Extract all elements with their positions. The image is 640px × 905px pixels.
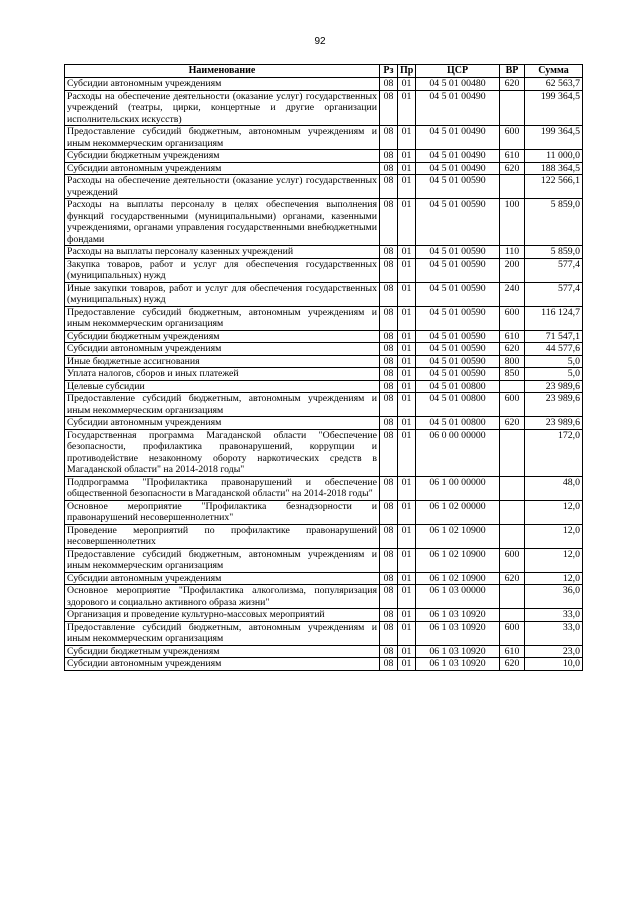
cell-pr: 01 — [398, 162, 416, 175]
cell-csr: 06 1 02 00000 — [416, 500, 500, 524]
cell-name: Субсидии автономным учреждениям — [65, 78, 380, 91]
cell-name: Субсидии автономным учреждениям — [65, 658, 380, 671]
cell-pr: 01 — [398, 476, 416, 500]
cell-csr: 04 5 01 00800 — [416, 393, 500, 417]
cell-csr: 06 1 03 10920 — [416, 621, 500, 645]
cell-name: Иные бюджетные ассигнования — [65, 355, 380, 368]
cell-name: Основное мероприятие "Профилактика алкоголизма, популяризация здорового и социально активного образа жизни" — [65, 585, 380, 609]
cell-name: Субсидии автономным учреждениям — [65, 162, 380, 175]
cell-sum: 33,0 — [525, 609, 583, 622]
col-header-csr: ЦСР — [416, 65, 500, 78]
table-row — [65, 476, 583, 500]
cell-pr: 01 — [398, 330, 416, 343]
table-row — [65, 417, 583, 430]
cell-name: Субсидии автономным учреждениям — [65, 343, 380, 356]
cell-pr: 01 — [398, 500, 416, 524]
cell-rz: 08 — [380, 585, 398, 609]
table-row — [65, 585, 583, 609]
cell-sum: 12,0 — [525, 500, 583, 524]
cell-vr: 240 — [500, 282, 525, 306]
cell-rz: 08 — [380, 162, 398, 175]
cell-rz: 08 — [380, 609, 398, 622]
cell-sum: 23,0 — [525, 645, 583, 658]
cell-sum: 199 364,5 — [525, 90, 583, 126]
table-row — [65, 609, 583, 622]
cell-rz: 08 — [380, 500, 398, 524]
table-row — [65, 429, 583, 476]
cell-vr: 600 — [500, 126, 525, 150]
cell-vr: 610 — [500, 645, 525, 658]
cell-sum: 172,0 — [525, 429, 583, 476]
cell-name: Предоставление субсидий бюджетным, автономным учреждениям и иным некоммерческим организациям — [65, 126, 380, 150]
cell-csr: 06 1 02 10900 — [416, 548, 500, 572]
cell-vr: 620 — [500, 572, 525, 585]
cell-pr: 01 — [398, 78, 416, 91]
table-row — [65, 355, 583, 368]
cell-name: Иные закупки товаров, работ и услуг для обеспечения государственных (муниципальных) нужд — [65, 282, 380, 306]
page-number: 92 — [314, 36, 326, 47]
cell-csr: 06 1 03 10920 — [416, 609, 500, 622]
cell-rz: 08 — [380, 476, 398, 500]
cell-rz: 08 — [380, 548, 398, 572]
cell-csr: 04 5 01 00490 — [416, 126, 500, 150]
cell-csr: 04 5 01 00490 — [416, 162, 500, 175]
cell-sum: 36,0 — [525, 585, 583, 609]
cell-csr: 04 5 01 00490 — [416, 150, 500, 163]
cell-pr: 01 — [398, 258, 416, 282]
cell-csr: 06 1 02 10900 — [416, 572, 500, 585]
cell-rz: 08 — [380, 429, 398, 476]
cell-rz: 08 — [380, 380, 398, 393]
cell-vr: 610 — [500, 330, 525, 343]
cell-csr: 04 5 01 00590 — [416, 199, 500, 246]
cell-vr: 620 — [500, 658, 525, 671]
cell-sum: 62 563,7 — [525, 78, 583, 91]
cell-vr — [500, 500, 525, 524]
cell-sum: 33,0 — [525, 621, 583, 645]
table-row — [65, 90, 583, 126]
cell-vr — [500, 476, 525, 500]
cell-rz: 08 — [380, 621, 398, 645]
col-header-vr: ВР — [500, 65, 525, 78]
cell-vr — [500, 585, 525, 609]
cell-pr: 01 — [398, 175, 416, 199]
cell-name: Закупка товаров, работ и услуг для обеспечения государственных (муниципальных) нужд — [65, 258, 380, 282]
cell-pr: 01 — [398, 621, 416, 645]
table-row — [65, 368, 583, 381]
cell-sum: 5 859,0 — [525, 246, 583, 259]
table-row — [65, 126, 583, 150]
table-row — [65, 572, 583, 585]
cell-rz: 08 — [380, 572, 398, 585]
cell-name: Предоставление субсидий бюджетным, автономным учреждениям и иным некоммерческим организациям — [65, 621, 380, 645]
cell-rz: 08 — [380, 126, 398, 150]
cell-csr: 04 5 01 00490 — [416, 90, 500, 126]
cell-sum: 10,0 — [525, 658, 583, 671]
cell-name: Уплата налогов, сборов и иных платежей — [65, 368, 380, 381]
cell-name: Субсидии бюджетным учреждениям — [65, 150, 380, 163]
cell-rz: 08 — [380, 258, 398, 282]
cell-vr: 600 — [500, 548, 525, 572]
cell-rz: 08 — [380, 417, 398, 430]
cell-rz: 08 — [380, 658, 398, 671]
cell-rz: 08 — [380, 306, 398, 330]
cell-sum: 12,0 — [525, 524, 583, 548]
cell-pr: 01 — [398, 368, 416, 381]
cell-csr: 04 5 01 00800 — [416, 417, 500, 430]
cell-vr: 620 — [500, 417, 525, 430]
cell-sum: 71 547,1 — [525, 330, 583, 343]
cell-pr: 01 — [398, 199, 416, 246]
cell-pr: 01 — [398, 90, 416, 126]
cell-name: Предоставление субсидий бюджетным, автономным учреждениям и иным некоммерческим организациям — [65, 548, 380, 572]
col-header-name: Наименование — [65, 65, 380, 78]
table-row — [65, 282, 583, 306]
cell-pr: 01 — [398, 417, 416, 430]
cell-rz: 08 — [380, 90, 398, 126]
cell-csr: 06 1 02 10900 — [416, 524, 500, 548]
cell-vr — [500, 524, 525, 548]
cell-pr: 01 — [398, 548, 416, 572]
budget-table — [64, 64, 583, 671]
col-header-pr: Пр — [398, 65, 416, 78]
cell-sum: 122 566,1 — [525, 175, 583, 199]
cell-name: Расходы на выплаты персоналу в целях обеспечения выполнения функций государственными (муниципальными) органами, казенными учреждениями, органами управления государственными внебюджетными фондами — [65, 199, 380, 246]
cell-pr: 01 — [398, 645, 416, 658]
cell-csr: 04 5 01 00590 — [416, 282, 500, 306]
cell-name: Субсидии автономным учреждениям — [65, 417, 380, 430]
cell-sum: 5 859,0 — [525, 199, 583, 246]
cell-name: Субсидии бюджетным учреждениям — [65, 645, 380, 658]
cell-name: Субсидии автономным учреждениям — [65, 572, 380, 585]
cell-pr: 01 — [398, 393, 416, 417]
cell-sum: 11 000,0 — [525, 150, 583, 163]
cell-pr: 01 — [398, 585, 416, 609]
table-row — [65, 78, 583, 91]
cell-pr: 01 — [398, 150, 416, 163]
cell-pr: 01 — [398, 126, 416, 150]
cell-csr: 06 0 00 00000 — [416, 429, 500, 476]
cell-rz: 08 — [380, 330, 398, 343]
cell-name: Предоставление субсидий бюджетным, автономным учреждениям и иным некоммерческим организациям — [65, 393, 380, 417]
cell-sum: 199 364,5 — [525, 126, 583, 150]
cell-rz: 08 — [380, 355, 398, 368]
table-row — [65, 199, 583, 246]
cell-vr: 620 — [500, 78, 525, 91]
cell-sum: 48,0 — [525, 476, 583, 500]
table-row — [65, 258, 583, 282]
cell-sum: 116 124,7 — [525, 306, 583, 330]
cell-rz: 08 — [380, 524, 398, 548]
cell-sum: 23 989,6 — [525, 380, 583, 393]
cell-vr: 620 — [500, 162, 525, 175]
cell-sum: 12,0 — [525, 548, 583, 572]
cell-vr: 850 — [500, 368, 525, 381]
cell-pr: 01 — [398, 355, 416, 368]
cell-vr: 800 — [500, 355, 525, 368]
cell-csr: 04 5 01 00800 — [416, 380, 500, 393]
table-row — [65, 306, 583, 330]
cell-pr: 01 — [398, 524, 416, 548]
cell-csr: 04 5 01 00590 — [416, 330, 500, 343]
cell-csr: 06 1 03 00000 — [416, 585, 500, 609]
cell-csr: 04 5 01 00480 — [416, 78, 500, 91]
cell-name: Целевые субсидии — [65, 380, 380, 393]
col-header-rz: Рз — [380, 65, 398, 78]
cell-rz: 08 — [380, 282, 398, 306]
table-body — [65, 78, 583, 671]
cell-csr: 04 5 01 00590 — [416, 175, 500, 199]
cell-pr: 01 — [398, 306, 416, 330]
table-header-row — [65, 65, 583, 78]
cell-sum: 44 577,6 — [525, 343, 583, 356]
cell-pr: 01 — [398, 282, 416, 306]
table-row — [65, 150, 583, 163]
table-row — [65, 658, 583, 671]
cell-name: Организация и проведение культурно-массовых мероприятий — [65, 609, 380, 622]
cell-rz: 08 — [380, 645, 398, 658]
cell-name: Расходы на обеспечение деятельности (оказание услуг) государственных учреждений (театры, цирки, концертные и другие организации исполнительских искусств) — [65, 90, 380, 126]
table-row — [65, 548, 583, 572]
cell-csr: 06 1 03 10920 — [416, 658, 500, 671]
col-header-sum: Сумма — [525, 65, 583, 78]
cell-vr: 600 — [500, 306, 525, 330]
cell-vr — [500, 380, 525, 393]
table-row — [65, 343, 583, 356]
cell-vr — [500, 175, 525, 199]
cell-csr: 04 5 01 00590 — [416, 306, 500, 330]
cell-sum: 5,0 — [525, 368, 583, 381]
cell-csr: 06 1 00 00000 — [416, 476, 500, 500]
cell-vr: 600 — [500, 393, 525, 417]
cell-rz: 08 — [380, 393, 398, 417]
table-row — [65, 393, 583, 417]
cell-csr: 04 5 01 00590 — [416, 368, 500, 381]
cell-rz: 08 — [380, 199, 398, 246]
cell-rz: 08 — [380, 175, 398, 199]
cell-pr: 01 — [398, 658, 416, 671]
cell-sum: 188 364,5 — [525, 162, 583, 175]
cell-vr — [500, 429, 525, 476]
cell-sum: 577,4 — [525, 258, 583, 282]
cell-sum: 5,0 — [525, 355, 583, 368]
cell-vr: 100 — [500, 199, 525, 246]
cell-rz: 08 — [380, 368, 398, 381]
cell-vr — [500, 609, 525, 622]
cell-name: Государственная программа Магаданской области "Обеспечение безопасности, профилактика правонарушений, коррупции и противодействие незаконному обороту наркотических средств в Магаданской области" на 2014-2018 годы" — [65, 429, 380, 476]
cell-name: Расходы на выплаты персоналу казенных учреждений — [65, 246, 380, 259]
cell-csr: 04 5 01 00590 — [416, 355, 500, 368]
cell-csr: 06 1 03 10920 — [416, 645, 500, 658]
table-row — [65, 524, 583, 548]
cell-name: Расходы на обеспечение деятельности (оказание услуг) государственных учреждений — [65, 175, 380, 199]
cell-vr — [500, 90, 525, 126]
cell-vr: 610 — [500, 150, 525, 163]
cell-csr: 04 5 01 00590 — [416, 343, 500, 356]
table-row — [65, 500, 583, 524]
cell-pr: 01 — [398, 246, 416, 259]
cell-sum: 577,4 — [525, 282, 583, 306]
table-row — [65, 380, 583, 393]
table-row — [65, 621, 583, 645]
cell-pr: 01 — [398, 343, 416, 356]
table-row — [65, 330, 583, 343]
cell-rz: 08 — [380, 150, 398, 163]
cell-name: Предоставление субсидий бюджетным, автономным учреждениям и иным некоммерческим организациям — [65, 306, 380, 330]
table-row — [65, 645, 583, 658]
cell-pr: 01 — [398, 429, 416, 476]
cell-pr: 01 — [398, 380, 416, 393]
table-row — [65, 175, 583, 199]
cell-sum: 23 989,6 — [525, 393, 583, 417]
cell-rz: 08 — [380, 246, 398, 259]
cell-vr: 600 — [500, 621, 525, 645]
cell-rz: 08 — [380, 78, 398, 91]
cell-vr: 110 — [500, 246, 525, 259]
cell-rz: 08 — [380, 343, 398, 356]
cell-sum: 23 989,6 — [525, 417, 583, 430]
cell-name: Субсидии бюджетным учреждениям — [65, 330, 380, 343]
cell-vr: 620 — [500, 343, 525, 356]
cell-name: Подпрограмма "Профилактика правонарушений и обеспечение общественной безопасности в Магаданской области" на 2014-2018 годы" — [65, 476, 380, 500]
cell-name: Проведение мероприятий по профилактике правонарушений несовершеннолетних — [65, 524, 380, 548]
table-row — [65, 246, 583, 259]
cell-csr: 04 5 01 00590 — [416, 258, 500, 282]
cell-sum: 12,0 — [525, 572, 583, 585]
table-row — [65, 162, 583, 175]
cell-pr: 01 — [398, 609, 416, 622]
cell-pr: 01 — [398, 572, 416, 585]
cell-vr: 200 — [500, 258, 525, 282]
cell-name: Основное мероприятие "Профилактика безнадзорности и правонарушений несовершеннолетних" — [65, 500, 380, 524]
cell-csr: 04 5 01 00590 — [416, 246, 500, 259]
